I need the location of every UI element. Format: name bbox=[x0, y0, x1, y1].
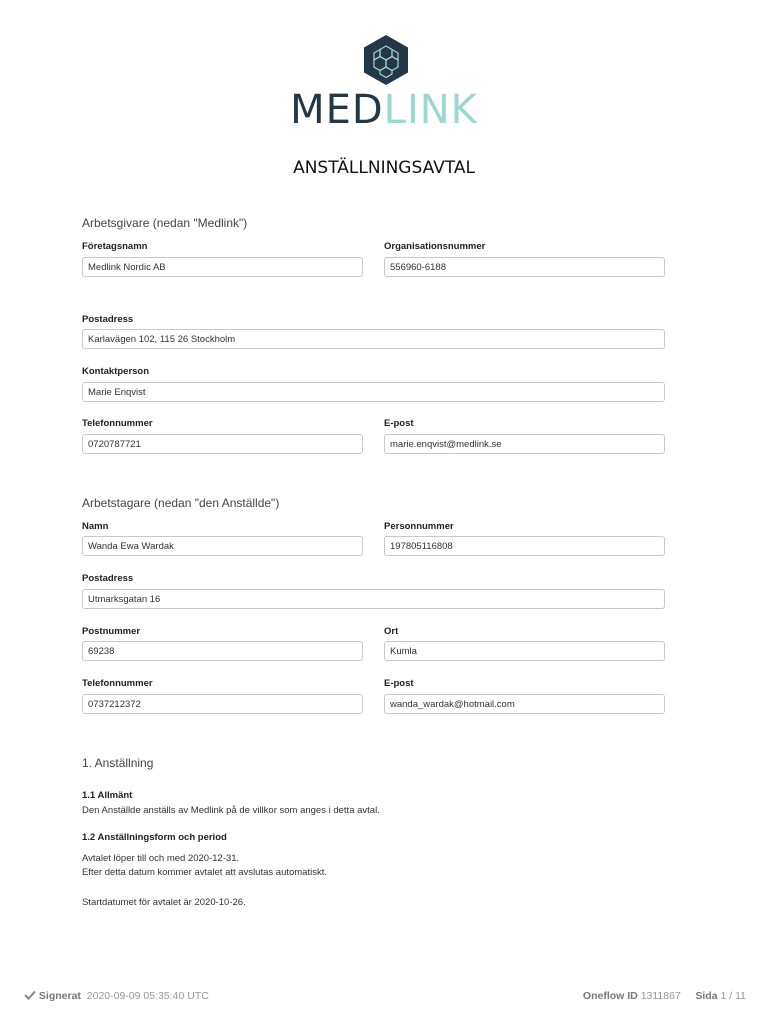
employee-name-label: Namn bbox=[82, 521, 109, 532]
employer-phone-label: Telefonnummer bbox=[82, 418, 153, 429]
employee-email-label: E-post bbox=[384, 678, 414, 689]
employer-address-label: Postadress bbox=[82, 314, 134, 325]
contact-field[interactable]: Marie Enqvist bbox=[82, 382, 665, 402]
section12-line1: Avtalet löper till och med 2020-12-31. bbox=[82, 853, 240, 864]
section12-title: 1.2 Anställningsform och period bbox=[82, 832, 227, 843]
page-number: 1 / 11 bbox=[720, 990, 746, 1002]
employer-heading: Arbetsgivare (nedan "Medlink") bbox=[82, 216, 248, 230]
brand-name-part1: MED bbox=[290, 87, 384, 133]
contact-label: Kontaktperson bbox=[82, 366, 150, 377]
employee-heading: Arbetstagare (nedan "den Anställde") bbox=[82, 496, 280, 510]
page-label: Sida bbox=[695, 990, 718, 1002]
employer-email-field[interactable]: marie.enqvist@medlink.se bbox=[384, 434, 665, 454]
employee-phone-field[interactable]: 0737212372 bbox=[82, 694, 363, 714]
section1-heading: 1. Anställning bbox=[82, 756, 154, 770]
postnr-field[interactable]: 69238 bbox=[82, 641, 363, 661]
brand-wordmark bbox=[0, 88, 768, 132]
employee-email-field[interactable]: wanda_wardak@hotmail.com bbox=[384, 694, 665, 714]
employee-name-field[interactable]: Wanda Ewa Wardak bbox=[82, 536, 363, 556]
company-label: Företagsnamn bbox=[82, 241, 148, 252]
section12-line3: Startdatumet för avtalet är 2020-10-26. bbox=[82, 897, 246, 908]
brand-name-part2: LINK bbox=[383, 87, 478, 133]
postnr-label: Postnummer bbox=[82, 626, 141, 637]
signed-label: Signerat bbox=[38, 990, 81, 1002]
employee-address-label: Postadress bbox=[82, 573, 134, 584]
signed-status bbox=[24, 990, 209, 1002]
medlink-logo-icon bbox=[362, 34, 410, 86]
employee-phone-label: Telefonnummer bbox=[82, 678, 153, 689]
employer-phone-field[interactable]: 0720787721 bbox=[82, 434, 363, 454]
orgnr-label: Organisationsnummer bbox=[384, 241, 486, 252]
section12-line2: Efter detta datum kommer avtalet att avslutas automatiskt. bbox=[82, 867, 327, 878]
city-field[interactable]: Kumla bbox=[384, 641, 665, 661]
pnr-field[interactable]: 197805116808 bbox=[384, 536, 665, 556]
document-title: ANSTÄLLNINGSAVTAL bbox=[293, 158, 475, 178]
footer-meta bbox=[583, 990, 746, 1002]
company-field[interactable]: Medlink Nordic AB bbox=[82, 257, 363, 277]
pnr-label: Personnummer bbox=[384, 521, 454, 532]
employer-address-field[interactable]: Karlavägen 102, 115 26 Stockholm bbox=[82, 329, 665, 349]
checkmark-icon bbox=[24, 990, 36, 1000]
oneflow-label: Oneflow ID bbox=[582, 990, 638, 1002]
section11-title: 1.1 Allmänt bbox=[82, 790, 133, 801]
employer-email-label: E-post bbox=[384, 418, 414, 429]
employee-address-field[interactable]: Utmarksgatan 16 bbox=[82, 589, 665, 609]
signed-time: 2020-09-09 05:35:40 UTC bbox=[86, 990, 209, 1002]
section11-text: Den Anställde anställs av Medlink på de villkor som anges i detta avtal. bbox=[82, 805, 380, 816]
oneflow-id: 1311867 bbox=[640, 990, 681, 1002]
orgnr-field[interactable]: 556960-6188 bbox=[384, 257, 665, 277]
city-label: Ort bbox=[384, 626, 399, 637]
